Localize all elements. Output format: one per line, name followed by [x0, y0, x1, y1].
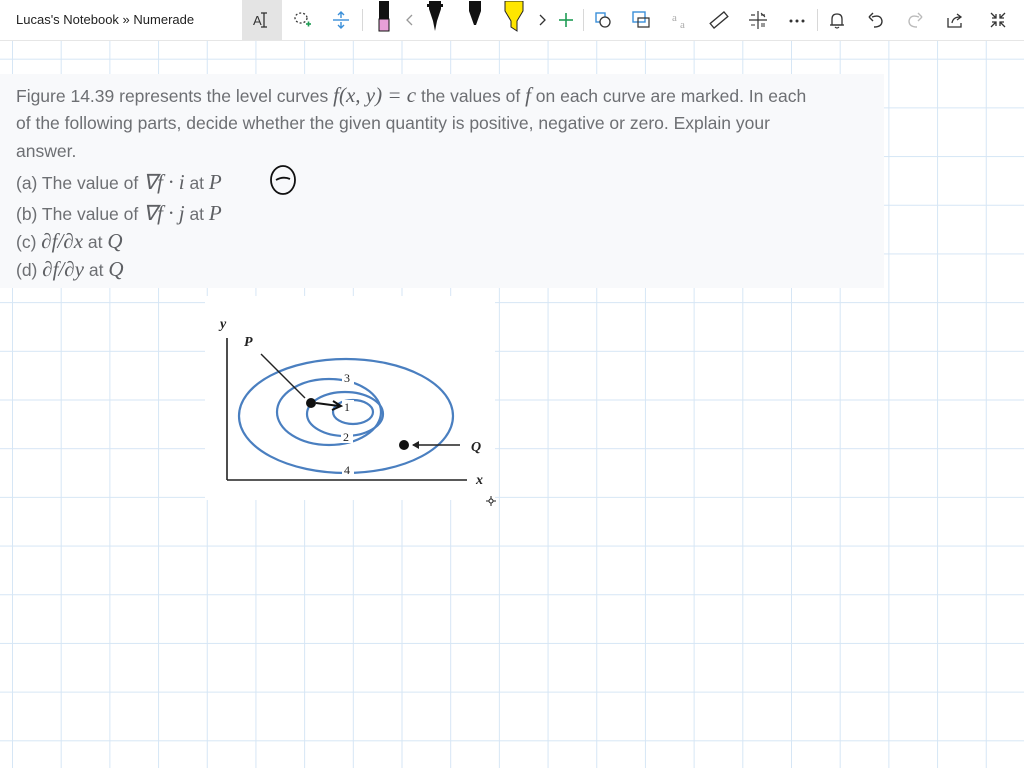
svg-text:A: A	[253, 13, 262, 28]
pen-black-2-icon[interactable]	[459, 0, 491, 36]
notifications-icon[interactable]	[821, 4, 853, 36]
math-f: f	[525, 83, 531, 107]
level-curves-figure[interactable]	[205, 296, 495, 500]
x-axis-label: x	[476, 473, 483, 488]
point-p-label: P	[244, 335, 253, 350]
math-level-curve: f(x, y) = c	[333, 83, 417, 107]
problem-text-block[interactable]	[0, 74, 884, 288]
type-text-icon[interactable]	[242, 0, 282, 40]
point-q	[399, 440, 409, 450]
part-a: (a) The value of ∇f · i at P	[16, 170, 222, 194]
add-space-icon[interactable]	[325, 4, 357, 36]
ink-to-math-icon[interactable]	[665, 4, 697, 36]
problem-line-2: of the following parts, decide whether the given quantity is positive, negative or zero. Explain your	[16, 113, 770, 133]
svg-text:a: a	[672, 12, 677, 24]
pen-black-1-icon[interactable]	[419, 0, 451, 36]
svg-text:a: a	[680, 19, 685, 31]
toolbar-separator	[362, 9, 363, 31]
math-icon[interactable]	[742, 4, 774, 36]
point-q-label: Q	[471, 440, 482, 455]
toolbar	[0, 0, 1024, 41]
toolbar-separator	[583, 9, 584, 31]
part-c: (c) ∂f/∂x at Q	[16, 229, 123, 253]
redo-icon[interactable]	[899, 4, 931, 36]
curve-label-1: 1	[344, 400, 350, 414]
full-screen-icon[interactable]	[982, 4, 1014, 36]
part-b: (b) The value of ∇f · j at P	[16, 201, 222, 225]
notebook-title[interactable]: Lucas's Notebook » Numerade	[16, 12, 195, 27]
share-icon[interactable]	[939, 4, 971, 36]
problem-line-1: Figure 14.39 represents the level curves f(x, y) = c the values of f on each curve are marked. In each	[16, 83, 807, 107]
ink-to-shape-icon[interactable]	[587, 4, 619, 36]
add-pen-icon[interactable]	[550, 4, 582, 36]
point-p	[306, 398, 316, 408]
handwritten-answer-ink[interactable]	[268, 162, 300, 198]
toolbar-separator	[817, 9, 818, 31]
ruler-icon[interactable]	[703, 4, 735, 36]
lasso-select-icon[interactable]	[286, 4, 318, 36]
part-d: (d) ∂f/∂y at Q	[16, 257, 124, 281]
curve-label-3: 3	[344, 371, 350, 385]
more-icon[interactable]	[781, 4, 813, 36]
undo-icon[interactable]	[860, 4, 892, 36]
ink-to-text-icon[interactable]	[625, 4, 657, 36]
level-curves-diagram	[205, 296, 495, 500]
y-axis-label: y	[220, 317, 227, 332]
curve-label-2: 2	[343, 430, 349, 444]
problem-line-3: answer.	[16, 141, 77, 161]
curve-label-4: 4	[344, 463, 350, 477]
cursor-icon	[486, 496, 496, 506]
